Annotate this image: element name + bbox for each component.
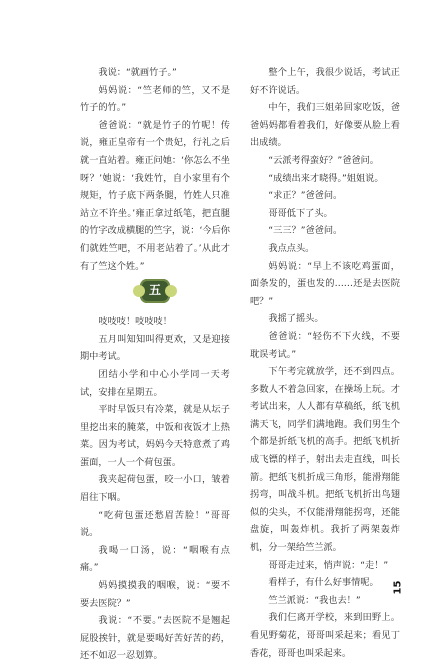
- paragraph: 妈妈摸摸我的咽喉，说：“要不要去医院？”: [80, 580, 230, 609]
- paragraph: 哥哥走过来，悄声说：“走！”: [268, 559, 389, 571]
- left-paragraphs-before: [80, 64, 230, 275]
- paragraph: 我点点头。: [268, 242, 315, 254]
- section-number: 五: [148, 283, 161, 298]
- paragraph: 妈妈说：“早上不该吃鸡蛋面，面条发的，蛋也发的……还是去医院吧？”: [250, 260, 400, 307]
- paragraph: “求正？”爸爸问。: [268, 190, 343, 202]
- paragraph: “成绩出来才晓得。”姐姐说。: [268, 172, 384, 184]
- paragraph: 中午，我们三姐弟回家吃饭，爸爸妈妈都看着我们，好像要从脸上看出成绩。: [250, 102, 400, 149]
- paragraph: “云派考得蛮好？”爸爸问。: [268, 154, 379, 166]
- paragraph: 看样子，有什么好事情呢。: [268, 577, 379, 589]
- paragraph: “三三？”爸爸问。: [268, 225, 343, 237]
- paragraph: “吃荷包蛋还愁眉苦脸！”哥哥说。: [80, 509, 230, 539]
- paragraph: 我们仨离开学校，来到田野上。看见野菊花，哥哥叫采起来；看见丁香花，哥哥也叫采起来。: [250, 612, 400, 659]
- page-number: 15: [392, 580, 404, 595]
- paragraph: 我说：“不要。”去医院不是翘起屁股挨针，就是要喝好苦好苦的药，还不如忍一忍划算。: [80, 615, 230, 662]
- paragraph: 爸爸说：“就是竹子的竹呢！传说，雍正皇帝有一个贵妃，行礼之后就一直站着。雍正问她：‘你怎么不坐呀？’她说：‘我姓竹，自小家里有个规矩，竹子底下两条腿，竹姓人只准站立不许坐。’雍正拿过纸笔，把直腿的竹字改成横腿的竺字，说：‘今后你们就姓竺吧，不用老站着了。’从此才有了竺这个姓。”: [80, 119, 230, 272]
- paragraph: 整个上午，我很少说话，考试正好不许说话。: [250, 67, 400, 96]
- paragraph: 哥哥低下了头。: [268, 207, 333, 219]
- paragraph: 我喝一口汤，说：“咽喉有点痛。”: [80, 544, 230, 574]
- paragraph: 爸爸说：“轻伤不下火线，不要耽误考试。”: [250, 330, 400, 360]
- section-divider: [80, 275, 230, 313]
- paragraph: 我说：“就画竹子。”: [98, 67, 177, 78]
- right-column: [250, 64, 400, 662]
- paragraph: 团结小学和中心小学同一天考试，安排在星期五。: [80, 368, 230, 398]
- left-paragraphs-after: [80, 313, 230, 665]
- paragraph: 我夹起荷包蛋，咬一小口，皱着眉往下咽。: [80, 474, 230, 504]
- section-number-badge: [140, 279, 170, 303]
- paragraph: 平时早饭只有冷菜，就是从坛子里挖出来的腌菜，中饭和夜饭才上热菜。因为考试，妈妈今天特意煮了鸡蛋面，一人一个荷包蛋。: [80, 404, 230, 468]
- paragraph: 我摇了摇头。: [268, 313, 324, 325]
- paragraph: 吱吱吱！吱吱吱！: [98, 316, 172, 328]
- left-column: [80, 64, 230, 665]
- paragraph: 竺兰派说：“我也去！”: [268, 594, 361, 606]
- paragraph: 妈妈说：“竺老师的竺，又不是竹子的竹。”: [80, 84, 230, 114]
- paragraph: 下午考完就放学，还不到四点。多数人不着急回家，在操场上玩。才考试出来，人人都有草稿纸，纸飞机满天飞，同学们满地跑。我们男生个个都是折纸飞机的高手。把纸飞机折成飞镖的样子，射出去走直线，叫长箭。把纸飞机折成三角形，能滑翔能拐弯，叫战斗机。把纸飞机折出鸟翅似的尖头，不仅能滑翔能拐弯，还能盘旋，叫轰炸机。我折了两架轰炸机，分一架给竺兰派。: [250, 366, 400, 554]
- paragraph: 五月叫知知叫得更欢，又是迎接期中考试。: [80, 333, 230, 363]
